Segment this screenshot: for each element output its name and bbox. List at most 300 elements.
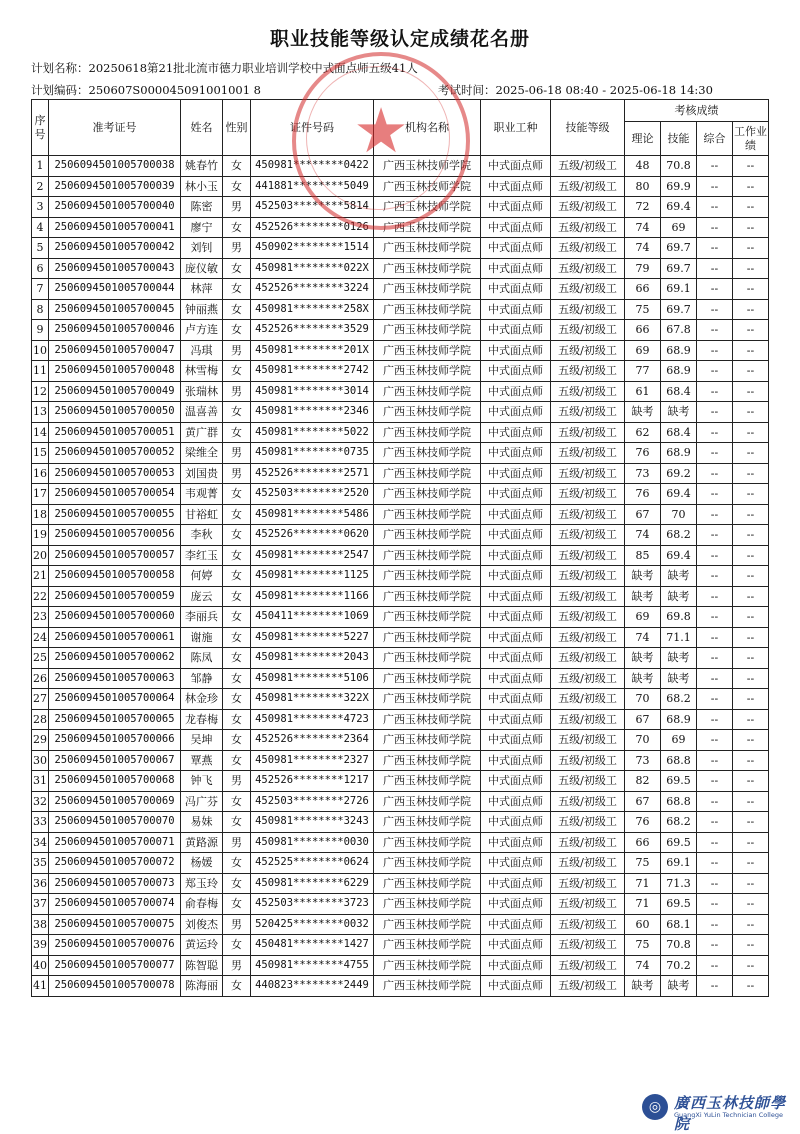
cell-gender: 女 [223, 976, 251, 997]
cell-id-no: 450981********0030 [251, 832, 374, 853]
cell-skill: 69.7 [661, 238, 697, 259]
cell-theory: 76 [625, 443, 661, 464]
cell-org: 广西玉林技师学院 [374, 422, 481, 443]
cell-theory: 74 [625, 217, 661, 238]
cell-org: 广西玉林技师学院 [374, 361, 481, 382]
cell-overall: -- [697, 955, 733, 976]
cell-name: 覃燕 [181, 750, 223, 771]
cell-org: 广西玉林技师学院 [374, 709, 481, 730]
cell-theory: 70 [625, 730, 661, 751]
cell-theory: 缺考 [625, 402, 661, 423]
cell-seq: 20 [32, 545, 49, 566]
cell-seq: 4 [32, 217, 49, 238]
cell-skill: 69 [661, 217, 697, 238]
cell-gender: 女 [223, 156, 251, 177]
cell-level: 五级/初级工 [551, 566, 625, 587]
table-row [32, 402, 769, 423]
cell-name: 郑玉玲 [181, 873, 223, 894]
cell-gender: 女 [223, 402, 251, 423]
cell-gender: 女 [223, 217, 251, 238]
cell-org: 广西玉林技师学院 [374, 771, 481, 792]
cell-ticket: 2506094501005700057 [49, 545, 181, 566]
cell-seq: 2 [32, 176, 49, 197]
cell-trade: 中式面点师 [481, 914, 551, 935]
header-theory: 理论 [625, 122, 661, 156]
cell-theory: 82 [625, 771, 661, 792]
table-row [32, 279, 769, 300]
cell-trade: 中式面点师 [481, 689, 551, 710]
cell-seq: 21 [32, 566, 49, 587]
cell-gender: 女 [223, 545, 251, 566]
cell-trade: 中式面点师 [481, 361, 551, 382]
cell-ticket: 2506094501005700075 [49, 914, 181, 935]
cell-ticket: 2506094501005700078 [49, 976, 181, 997]
cell-work-perf: -- [733, 627, 769, 648]
cell-ticket: 2506094501005700074 [49, 894, 181, 915]
cell-theory: 79 [625, 258, 661, 279]
cell-id-no: 452503********5814 [251, 197, 374, 218]
cell-id-no: 450902********1514 [251, 238, 374, 259]
table-row [32, 422, 769, 443]
cell-name: 林小玉 [181, 176, 223, 197]
cell-overall: -- [697, 402, 733, 423]
cell-theory: 缺考 [625, 648, 661, 669]
cell-gender: 男 [223, 381, 251, 402]
cell-trade: 中式面点师 [481, 340, 551, 361]
cell-org: 广西玉林技师学院 [374, 832, 481, 853]
cell-theory: 75 [625, 853, 661, 874]
cell-level: 五级/初级工 [551, 853, 625, 874]
cell-skill: 67.8 [661, 320, 697, 341]
cell-seq: 33 [32, 812, 49, 833]
cell-skill: 70 [661, 504, 697, 525]
cell-org: 广西玉林技师学院 [374, 197, 481, 218]
cell-id-no: 450981********322X [251, 689, 374, 710]
cell-ticket: 2506094501005700041 [49, 217, 181, 238]
cell-work-perf: -- [733, 504, 769, 525]
table-row [32, 320, 769, 341]
cell-theory: 缺考 [625, 976, 661, 997]
cell-level: 五级/初级工 [551, 791, 625, 812]
cell-name: 庞云 [181, 586, 223, 607]
college-emblem-icon: ◎ [642, 1094, 668, 1120]
table-row [32, 197, 769, 218]
table-row [32, 894, 769, 915]
cell-work-perf: -- [733, 648, 769, 669]
header-name: 姓名 [181, 100, 223, 156]
cell-id-no: 450981********2742 [251, 361, 374, 382]
cell-seq: 9 [32, 320, 49, 341]
table-row [32, 238, 769, 259]
cell-work-perf: -- [733, 279, 769, 300]
cell-name: 钟飞 [181, 771, 223, 792]
table-row [32, 812, 769, 833]
table-row [32, 299, 769, 320]
cell-skill: 69.5 [661, 832, 697, 853]
cell-id-no: 450981********4723 [251, 709, 374, 730]
cell-name: 梁维全 [181, 443, 223, 464]
cell-ticket: 2506094501005700055 [49, 504, 181, 525]
cell-trade: 中式面点师 [481, 955, 551, 976]
cell-theory: 61 [625, 381, 661, 402]
plan-name: 计划名称：20250618第21批北流市德力职业培训学校中式面点师五级41人 [31, 61, 418, 75]
cell-id-no: 450981********2043 [251, 648, 374, 669]
cell-trade: 中式面点师 [481, 791, 551, 812]
cell-level: 五级/初级工 [551, 935, 625, 956]
cell-trade: 中式面点师 [481, 525, 551, 546]
table-row [32, 955, 769, 976]
cell-overall: -- [697, 484, 733, 505]
cell-work-perf: -- [733, 566, 769, 587]
cell-level: 五级/初级工 [551, 258, 625, 279]
cell-skill: 缺考 [661, 668, 697, 689]
cell-id-no: 450981********5022 [251, 422, 374, 443]
cell-overall: -- [697, 525, 733, 546]
cell-org: 广西玉林技师学院 [374, 955, 481, 976]
cell-level: 五级/初级工 [551, 299, 625, 320]
cell-ticket: 2506094501005700054 [49, 484, 181, 505]
cell-level: 五级/初级工 [551, 176, 625, 197]
cell-overall: -- [697, 791, 733, 812]
table-row [32, 258, 769, 279]
cell-org: 广西玉林技师学院 [374, 238, 481, 259]
cell-skill: 69.1 [661, 279, 697, 300]
cell-trade: 中式面点师 [481, 832, 551, 853]
cell-ticket: 2506094501005700051 [49, 422, 181, 443]
cell-gender: 男 [223, 955, 251, 976]
cell-trade: 中式面点师 [481, 935, 551, 956]
cell-overall: -- [697, 730, 733, 751]
cell-work-perf: -- [733, 914, 769, 935]
cell-id-no: 450981********0735 [251, 443, 374, 464]
cell-gender: 男 [223, 197, 251, 218]
cell-seq: 16 [32, 463, 49, 484]
cell-level: 五级/初级工 [551, 914, 625, 935]
cell-gender: 女 [223, 607, 251, 628]
cell-ticket: 2506094501005700039 [49, 176, 181, 197]
cell-level: 五级/初级工 [551, 443, 625, 464]
cell-seq: 31 [32, 771, 49, 792]
cell-overall: -- [697, 463, 733, 484]
table-row [32, 668, 769, 689]
cell-ticket: 2506094501005700072 [49, 853, 181, 874]
cell-theory: 77 [625, 361, 661, 382]
cell-work-perf: -- [733, 197, 769, 218]
cell-overall: -- [697, 504, 733, 525]
cell-ticket: 2506094501005700040 [49, 197, 181, 218]
header-ticket: 准考证号 [49, 100, 181, 156]
cell-org: 广西玉林技师学院 [374, 914, 481, 935]
cell-work-perf: -- [733, 463, 769, 484]
table-row [32, 791, 769, 812]
cell-work-perf: -- [733, 791, 769, 812]
cell-theory: 66 [625, 279, 661, 300]
cell-skill: 68.2 [661, 689, 697, 710]
cell-seq: 8 [32, 299, 49, 320]
cell-skill: 71.1 [661, 627, 697, 648]
cell-work-perf: -- [733, 812, 769, 833]
cell-id-no: 450981********3014 [251, 381, 374, 402]
cell-name: 黄路源 [181, 832, 223, 853]
cell-trade: 中式面点师 [481, 709, 551, 730]
cell-level: 五级/初级工 [551, 545, 625, 566]
cell-level: 五级/初级工 [551, 771, 625, 792]
cell-ticket: 2506094501005700076 [49, 935, 181, 956]
cell-theory: 76 [625, 484, 661, 505]
cell-ticket: 2506094501005700063 [49, 668, 181, 689]
cell-overall: -- [697, 914, 733, 935]
cell-ticket: 2506094501005700073 [49, 873, 181, 894]
cell-ticket: 2506094501005700045 [49, 299, 181, 320]
header-overall: 综合 [697, 122, 733, 156]
cell-seq: 23 [32, 607, 49, 628]
cell-ticket: 2506094501005700056 [49, 525, 181, 546]
cell-id-no: 452526********2364 [251, 730, 374, 751]
cell-seq: 15 [32, 443, 49, 464]
cell-seq: 19 [32, 525, 49, 546]
cell-level: 五级/初级工 [551, 238, 625, 259]
cell-overall: -- [697, 976, 733, 997]
cell-seq: 10 [32, 340, 49, 361]
cell-overall: -- [697, 381, 733, 402]
cell-gender: 女 [223, 320, 251, 341]
cell-name: 李丽兵 [181, 607, 223, 628]
cell-ticket: 2506094501005700060 [49, 607, 181, 628]
table-row [32, 607, 769, 628]
cell-work-perf: -- [733, 935, 769, 956]
cell-id-no: 452526********0126 [251, 217, 374, 238]
cell-ticket: 2506094501005700064 [49, 689, 181, 710]
cell-seq: 29 [32, 730, 49, 751]
cell-id-no: 450981********5486 [251, 504, 374, 525]
cell-work-perf: -- [733, 668, 769, 689]
cell-trade: 中式面点师 [481, 258, 551, 279]
header-id-no: 证件号码 [251, 100, 374, 156]
cell-name: 陈凤 [181, 648, 223, 669]
cell-seq: 12 [32, 381, 49, 402]
cell-theory: 48 [625, 156, 661, 177]
cell-trade: 中式面点师 [481, 607, 551, 628]
cell-work-perf: -- [733, 771, 769, 792]
cell-skill: 70.8 [661, 156, 697, 177]
cell-theory: 74 [625, 525, 661, 546]
table-row [32, 914, 769, 935]
cell-ticket: 2506094501005700049 [49, 381, 181, 402]
cell-overall: -- [697, 320, 733, 341]
cell-level: 五级/初级工 [551, 525, 625, 546]
cell-level: 五级/初级工 [551, 504, 625, 525]
cell-ticket: 2506094501005700052 [49, 443, 181, 464]
table-row [32, 463, 769, 484]
cell-id-no: 441881********5049 [251, 176, 374, 197]
cell-level: 五级/初级工 [551, 463, 625, 484]
cell-overall: -- [697, 545, 733, 566]
cell-ticket: 2506094501005700077 [49, 955, 181, 976]
cell-trade: 中式面点师 [481, 566, 551, 587]
cell-gender: 女 [223, 935, 251, 956]
cell-gender: 男 [223, 914, 251, 935]
cell-theory: 75 [625, 935, 661, 956]
cell-seq: 14 [32, 422, 49, 443]
cell-theory: 69 [625, 340, 661, 361]
cell-trade: 中式面点师 [481, 668, 551, 689]
cell-level: 五级/初级工 [551, 402, 625, 423]
cell-trade: 中式面点师 [481, 812, 551, 833]
cell-org: 广西玉林技师学院 [374, 853, 481, 874]
cell-work-perf: -- [733, 320, 769, 341]
cell-name: 钟丽燕 [181, 299, 223, 320]
cell-skill: 缺考 [661, 976, 697, 997]
cell-id-no: 450411********1069 [251, 607, 374, 628]
cell-skill: 69.1 [661, 853, 697, 874]
table-header [32, 100, 769, 156]
cell-theory: 75 [625, 299, 661, 320]
cell-org: 广西玉林技师学院 [374, 525, 481, 546]
cell-name: 陈海丽 [181, 976, 223, 997]
cell-gender: 女 [223, 566, 251, 587]
cell-seq: 37 [32, 894, 49, 915]
cell-name: 陈密 [181, 197, 223, 218]
cell-trade: 中式面点师 [481, 730, 551, 751]
cell-work-perf: -- [733, 443, 769, 464]
table-row [32, 935, 769, 956]
cell-skill: 70.2 [661, 955, 697, 976]
cell-skill: 68.8 [661, 750, 697, 771]
cell-trade: 中式面点师 [481, 279, 551, 300]
cell-seq: 3 [32, 197, 49, 218]
cell-seq: 13 [32, 402, 49, 423]
cell-org: 广西玉林技师学院 [374, 730, 481, 751]
cell-name: 何婷 [181, 566, 223, 587]
cell-work-perf: -- [733, 422, 769, 443]
cell-gender: 女 [223, 258, 251, 279]
cell-level: 五级/初级工 [551, 607, 625, 628]
cell-name: 陈智聪 [181, 955, 223, 976]
cell-name: 黄运玲 [181, 935, 223, 956]
cell-gender: 女 [223, 422, 251, 443]
cell-name: 邹静 [181, 668, 223, 689]
cell-name: 杨媛 [181, 853, 223, 874]
cell-id-no: 452526********3224 [251, 279, 374, 300]
cell-skill: 68.9 [661, 361, 697, 382]
cell-overall: -- [697, 750, 733, 771]
cell-work-perf: -- [733, 299, 769, 320]
cell-skill: 68.8 [661, 791, 697, 812]
cell-work-perf: -- [733, 976, 769, 997]
cell-gender: 男 [223, 832, 251, 853]
cell-overall: -- [697, 176, 733, 197]
cell-seq: 18 [32, 504, 49, 525]
cell-gender: 女 [223, 689, 251, 710]
cell-gender: 女 [223, 668, 251, 689]
cell-work-perf: -- [733, 340, 769, 361]
table-row [32, 750, 769, 771]
cell-work-perf: -- [733, 217, 769, 238]
cell-trade: 中式面点师 [481, 894, 551, 915]
cell-trade: 中式面点师 [481, 504, 551, 525]
cell-org: 广西玉林技师学院 [374, 935, 481, 956]
cell-level: 五级/初级工 [551, 217, 625, 238]
cell-gender: 女 [223, 504, 251, 525]
cell-skill: 69.5 [661, 771, 697, 792]
cell-trade: 中式面点师 [481, 484, 551, 505]
cell-name: 温喜善 [181, 402, 223, 423]
header-trade: 职业工种 [481, 100, 551, 156]
cell-gender: 女 [223, 853, 251, 874]
cell-id-no: 450981********1166 [251, 586, 374, 607]
cell-seq: 39 [32, 935, 49, 956]
cell-id-no: 452526********2571 [251, 463, 374, 484]
seal-star-icon: ★ [353, 94, 409, 167]
cell-seq: 38 [32, 914, 49, 935]
cell-ticket: 2506094501005700062 [49, 648, 181, 669]
cell-overall: -- [697, 197, 733, 218]
cell-level: 五级/初级工 [551, 689, 625, 710]
cell-org: 广西玉林技师学院 [374, 894, 481, 915]
cell-trade: 中式面点师 [481, 422, 551, 443]
cell-org: 广西玉林技师学院 [374, 689, 481, 710]
cell-work-perf: -- [733, 955, 769, 976]
cell-work-perf: -- [733, 484, 769, 505]
cell-ticket: 2506094501005700053 [49, 463, 181, 484]
cell-skill: 68.2 [661, 525, 697, 546]
cell-trade: 中式面点师 [481, 627, 551, 648]
cell-seq: 25 [32, 648, 49, 669]
cell-theory: 缺考 [625, 566, 661, 587]
cell-skill: 69.4 [661, 484, 697, 505]
cell-level: 五级/初级工 [551, 197, 625, 218]
cell-theory: 66 [625, 320, 661, 341]
cell-skill: 68.4 [661, 422, 697, 443]
table-row [32, 484, 769, 505]
table-row [32, 525, 769, 546]
cell-skill: 69.7 [661, 258, 697, 279]
cell-name: 冯广芬 [181, 791, 223, 812]
cell-org: 广西玉林技师学院 [374, 463, 481, 484]
cell-org: 广西玉林技师学院 [374, 504, 481, 525]
cell-seq: 41 [32, 976, 49, 997]
cell-id-no: 520425********0032 [251, 914, 374, 935]
cell-trade: 中式面点师 [481, 197, 551, 218]
cell-trade: 中式面点师 [481, 463, 551, 484]
cell-name: 刘俊杰 [181, 914, 223, 935]
cell-level: 五级/初级工 [551, 832, 625, 853]
cell-id-no: 450981********2547 [251, 545, 374, 566]
cell-overall: -- [697, 873, 733, 894]
cell-org: 广西玉林技师学院 [374, 812, 481, 833]
plan-code: 计划编码：250607S000045091001001 8 [31, 83, 261, 97]
cell-ticket: 2506094501005700048 [49, 361, 181, 382]
cell-name: 张瑞林 [181, 381, 223, 402]
cell-org: 广西玉林技师学院 [374, 750, 481, 771]
cell-skill: 69 [661, 730, 697, 751]
cell-name: 林雪梅 [181, 361, 223, 382]
cell-skill: 69.5 [661, 894, 697, 915]
cell-level: 五级/初级工 [551, 709, 625, 730]
cell-name: 黄广群 [181, 422, 223, 443]
cell-org: 广西玉林技师学院 [374, 566, 481, 587]
cell-level: 五级/初级工 [551, 422, 625, 443]
cell-skill: 68.4 [661, 381, 697, 402]
cell-trade: 中式面点师 [481, 586, 551, 607]
cell-work-perf: -- [733, 853, 769, 874]
cell-org: 广西玉林技师学院 [374, 873, 481, 894]
cell-trade: 中式面点师 [481, 443, 551, 464]
cell-name: 廖宁 [181, 217, 223, 238]
table-row [32, 443, 769, 464]
cell-theory: 73 [625, 750, 661, 771]
cell-seq: 24 [32, 627, 49, 648]
